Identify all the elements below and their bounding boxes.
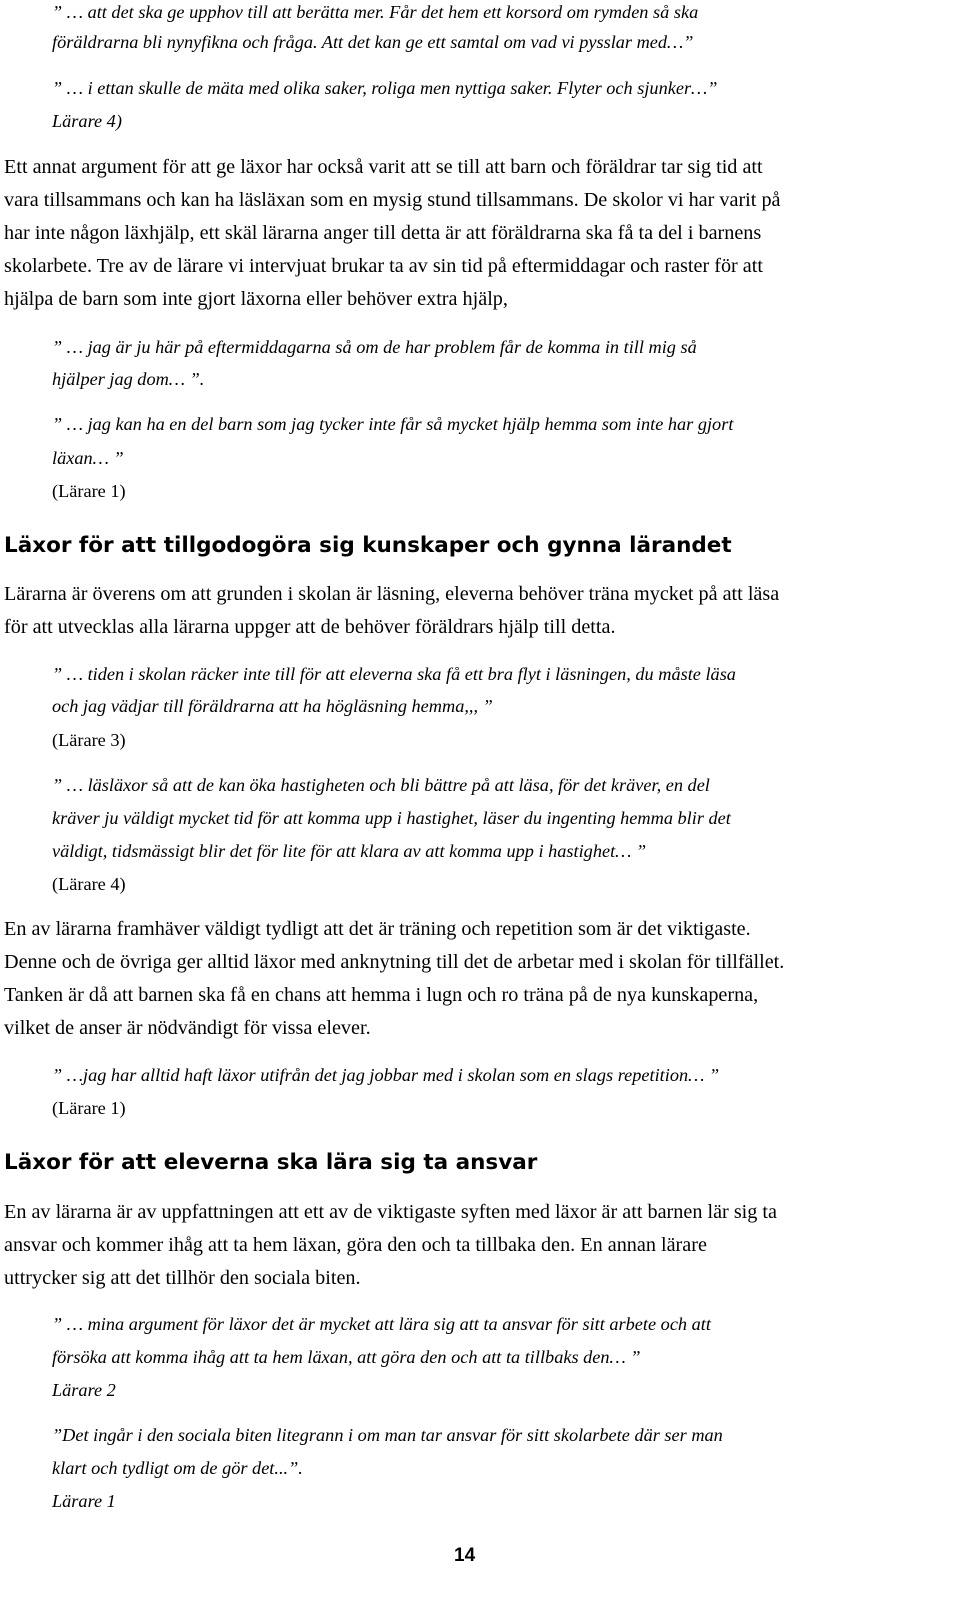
quote-citation: Lärare 4) — [52, 111, 122, 131]
quote-line: föräldrarna bli nynyfikna och fråga. Att det kan ge ett samtal om vad vi pysslar med…” — [52, 32, 694, 52]
paragraph-line: Ett annat argument för att ge läxor har också varit att se till att barn och föräldrar tar sig tid att — [4, 156, 763, 178]
quote-line: ” …jag har alltid haft läxor utifrån det jag jobbar med i skolan som en slags repetition… ” — [52, 1065, 720, 1085]
quote-line: läxan… ” — [52, 448, 124, 468]
section-heading: Läxor för att tillgodogöra sig kunskaper och gynna lärandet — [4, 533, 732, 558]
paragraph-line: hjälpa de barn som inte gjort läxorna eller behöver extra hjälp, — [4, 288, 508, 310]
quote-line: klart och tydligt om de gör det...”. — [52, 1458, 303, 1478]
section-heading: Läxor för att eleverna ska lära sig ta ansvar — [4, 1150, 538, 1175]
quote-line: ” … att det ska ge upphov till att berätta mer. Får det hem ett korsord om rymden så ska — [52, 2, 699, 22]
quote-line: ” … mina argument för läxor det är mycket att lära sig att ta ansvar för sitt arbete och att — [52, 1314, 711, 1334]
paragraph-line: skolarbete. Tre av de lärare vi intervjuat brukar ta av sin tid på eftermiddagar och raster för att — [4, 255, 763, 277]
quote-line: ” … i ettan skulle de mäta med olika saker, roliga men nyttiga saker. Flyter och sjunker…” — [52, 78, 718, 98]
quote-citation: (Lärare 4) — [52, 874, 126, 894]
quote-citation: Lärare 2 — [52, 1380, 116, 1400]
quote-citation: (Lärare 3) — [52, 730, 126, 750]
quote-line: och jag vädjar till föräldrarna att ha högläsning hemma,,, ” — [52, 696, 493, 716]
quote-citation: Lärare 1 — [52, 1491, 116, 1511]
paragraph-line: Tanken är då att barnen ska få en chans att hemma i lugn och ro träna på de nya kunskaperna, — [4, 984, 759, 1006]
quote-line: kräver ju väldigt mycket tid för att komma upp i hastighet, läser du ingenting hemma blir det — [52, 808, 731, 828]
paragraph-line: Lärarna är överens om att grunden i skolan är läsning, eleverna behöver träna mycket på att läsa — [4, 583, 780, 605]
paragraph-line: uttrycker sig att det tillhör den sociala biten. — [4, 1267, 361, 1289]
quote-line: ” … tiden i skolan räcker inte till för att eleverna ska få ett bra flyt i läsningen, du måste läsa — [52, 664, 736, 684]
paragraph-line: En av lärarna framhäver väldigt tydligt att det är träning och repetition som är det viktigaste. — [4, 918, 751, 940]
paragraph-line: har inte någon läxhjälp, ett skäl lärarna anger till detta är att föräldrarna ska få ta del i barnens — [4, 222, 762, 244]
paragraph-line: ansvar och kommer ihåg att ta hem läxan, göra den och ta tillbaka den. En annan lärare — [4, 1234, 707, 1256]
page-number: 14 — [454, 1545, 476, 1566]
paragraph-line: vilket de anser är nödvändigt för vissa elever. — [4, 1017, 371, 1039]
quote-line: väldigt, tidsmässigt blir det för lite för att klara av att komma upp i hastighet… ” — [52, 841, 647, 861]
quote-line: försöka att komma ihåg att ta hem läxan, att göra den och att ta tillbaks den… ” — [52, 1347, 641, 1367]
quote-line: ” … jag kan ha en del barn som jag tycker inte får så mycket hjälp hemma som inte har gjort — [52, 414, 734, 434]
paragraph-line: vara tillsammans och kan ha läsläxan som en mysig stund tillsammans. De skolor vi har varit på — [4, 189, 781, 211]
paragraph-line: för att utvecklas alla lärarna uppger att de behöver föräldrars hjälp till detta. — [4, 616, 616, 638]
quote-line: ”Det ingår i den sociala biten litegrann i om man tar ansvar för sitt skolarbete där ser man — [52, 1425, 723, 1445]
quote-citation: (Lärare 1) — [52, 481, 126, 501]
quote-line: hjälper jag dom… ”. — [52, 369, 205, 389]
paragraph-line: Denne och de övriga ger alltid läxor med anknytning till det de arbetar med i skolan för tillfället. — [4, 951, 785, 973]
paragraph-line: En av lärarna är av uppfattningen att ett av de viktigaste syften med läxor är att barnen lär sig ta — [4, 1201, 777, 1223]
quote-citation: (Lärare 1) — [52, 1098, 126, 1118]
quote-line: ” … jag är ju här på eftermiddagarna så om de har problem får de komma in till mig så — [52, 337, 697, 357]
quote-line: ” … läsläxor så att de kan öka hastigheten och bli bättre på att läsa, för det kräver, en del — [52, 775, 710, 795]
